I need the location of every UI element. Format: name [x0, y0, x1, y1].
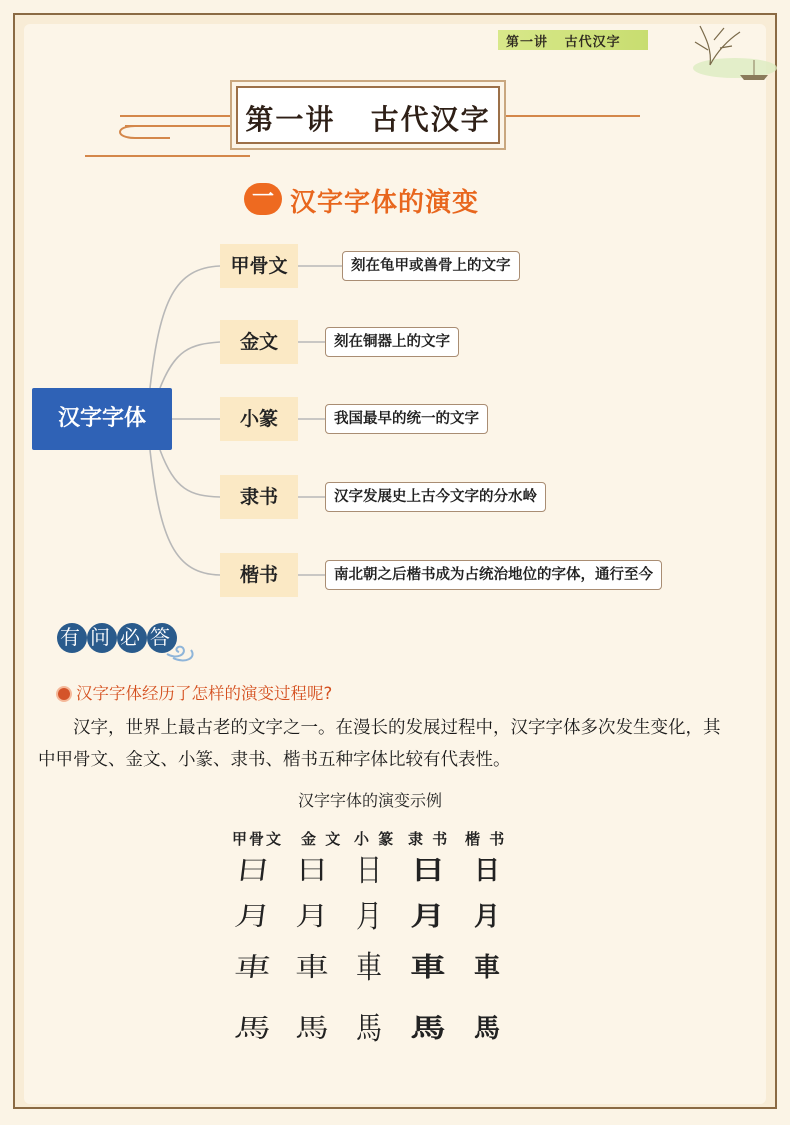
glyph-r2-c2: 車 — [355, 950, 382, 987]
glyph-r0-c4: 日 — [473, 856, 500, 886]
flower-bullet-icon — [58, 688, 70, 700]
glyph-r1-c3: 月 — [410, 902, 446, 932]
col-head-xiaozhuan: 小 篆 — [354, 830, 396, 848]
col-head-jinwen: 金 文 — [301, 830, 343, 848]
glyph-r0-c3: 日 — [410, 856, 446, 886]
glyph-r0-c0: 日 — [232, 856, 273, 886]
glyph-r1-c0: 月 — [232, 902, 273, 932]
mindmap-root: 汉字字体 — [32, 388, 172, 450]
header-tag: 第一讲 古代汉字 — [506, 35, 621, 50]
desc-lishu: 汉字发展史上古今文字的分水岭 — [325, 482, 546, 512]
desc-kaishu: 南北朝之后楷书成为占统治地位的字体，通行至今 — [325, 560, 662, 590]
col-head-kaishu: 楷 书 — [465, 830, 507, 848]
glyph-r3-c0: 馬 — [232, 1014, 273, 1044]
glyph-r0-c1: 日 — [295, 856, 329, 886]
desc-jinwen: 刻在铜器上的文字 — [325, 327, 459, 357]
glyph-r3-c2: 馬 — [355, 1011, 382, 1048]
glyph-r1-c1: 月 — [295, 902, 329, 932]
node-kaishu: 楷书 — [220, 553, 298, 597]
node-jinwen: 金文 — [220, 320, 298, 364]
node-lishu: 隶书 — [220, 475, 298, 519]
glyph-r0-c2: 日 — [355, 853, 382, 890]
question-text: 汉字字体经历了怎样的演变过程呢? — [76, 684, 333, 703]
glyph-r2-c0: 車 — [232, 953, 273, 983]
figure-title: 汉字字体的演变示例 — [297, 791, 442, 810]
answer-paragraph: 汉字，世界上最古老的文字之一。在漫长的发展过程中，汉字字体多次发生变化，其中甲骨文、金文、小篆、隶书、楷书五种字体比较有代表性。 — [38, 718, 721, 770]
section-number: 一 — [251, 185, 274, 210]
glyph-r1-c4: 月 — [473, 902, 500, 932]
qa-badge-label: 有问必答 — [60, 625, 180, 649]
glyph-r3-c1: 馬 — [295, 1014, 329, 1044]
col-head-jiaguwen: 甲骨文 — [232, 830, 284, 848]
glyph-r3-c3: 馬 — [410, 1014, 446, 1044]
section-title: 汉字字体的演变 — [290, 188, 480, 218]
node-jiaguwen: 甲骨文 — [220, 244, 298, 288]
question — [58, 680, 332, 704]
chapter-title: 第一讲 古代汉字 — [245, 103, 491, 136]
glyph-r2-c1: 車 — [295, 953, 329, 983]
glyph-r2-c4: 車 — [473, 953, 500, 983]
glyph-r3-c4: 馬 — [473, 1014, 500, 1044]
glyph-r2-c3: 車 — [410, 953, 446, 983]
desc-jiaguwen: 刻在龟甲或兽骨上的文字 — [342, 251, 520, 281]
glyph-r1-c2: 月 — [355, 899, 382, 936]
node-xiaozhuan: 小篆 — [220, 397, 298, 441]
desc-xiaozhuan: 我国最早的统一的文字 — [325, 404, 488, 434]
col-head-lishu: 隶 书 — [408, 830, 450, 848]
